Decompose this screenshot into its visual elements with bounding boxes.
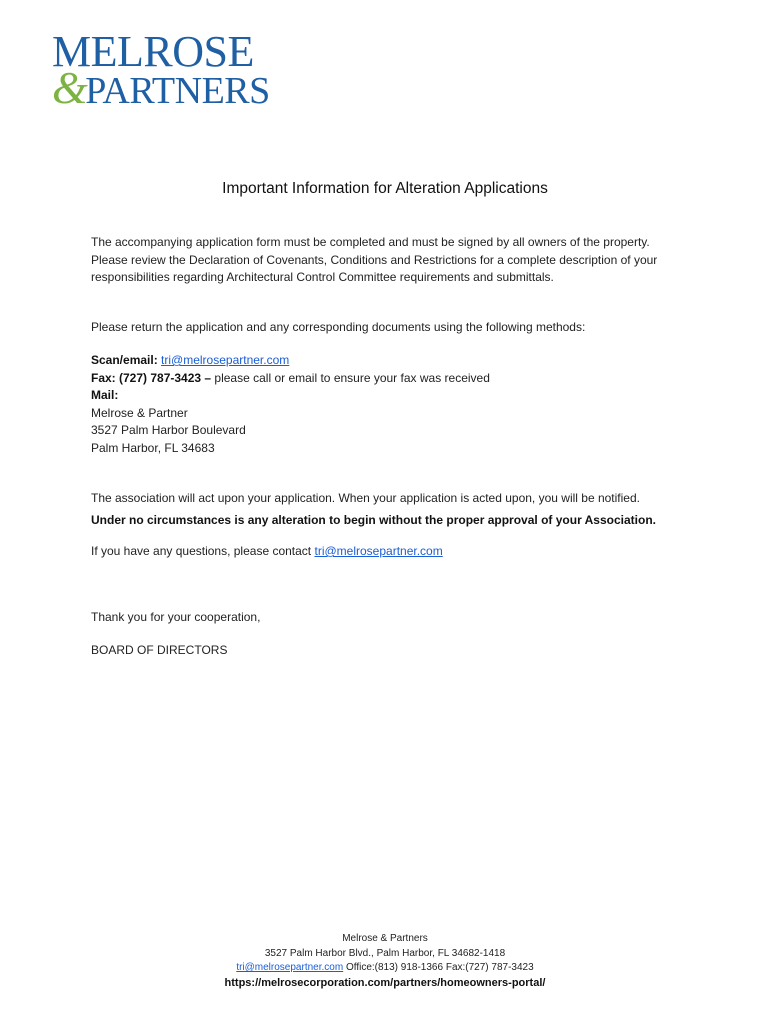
fax-note: please call or email to ensure your fax was received xyxy=(214,370,490,385)
fax-label: Fax: (727) 787-3423 – xyxy=(91,370,212,385)
mail-street: 3527 Palm Harbor Boulevard xyxy=(91,423,246,437)
closing-text: Thank you for your cooperation, xyxy=(91,610,261,624)
footer-phones: Office:(813) 918-1366 Fax:(727) 787-3423 xyxy=(345,962,534,973)
questions-email-link[interactable]: tri@melrosepartner.com xyxy=(314,544,443,558)
approval-warning: Under no circumstances is any alteration to begin without the proper approval of your Association. xyxy=(91,512,656,527)
footer-email-link[interactable]: tri@melrosepartner.com xyxy=(236,962,344,973)
association-note: The association will act upon your application. When your application is acted upon, you will be notified. xyxy=(91,491,640,505)
intro-line: responsibilities regarding Architectural Control Committee requirements and submittals. xyxy=(91,270,554,284)
logo-partners-word: PARTNERS xyxy=(85,70,270,112)
footer-url-link[interactable]: https://melrosecorporation.com/partners/homeowners-portal/ xyxy=(224,976,546,989)
intro-paragraph xyxy=(91,234,691,287)
return-methods-text: Please return the application and any corresponding documents using the following methods: xyxy=(91,320,586,334)
questions-line xyxy=(91,543,691,561)
logo-ampersand: & xyxy=(52,62,88,113)
page-footer xyxy=(0,932,770,990)
contact-methods xyxy=(91,352,691,457)
mail-name: Melrose & Partner xyxy=(91,405,188,420)
intro-line: Please review the Declaration of Covenants, Conditions and Restrictions for a complete description of your xyxy=(91,252,658,267)
scan-email-line xyxy=(91,352,691,370)
association-paragraph xyxy=(91,490,691,529)
questions-text: If you have any questions, please contact xyxy=(91,544,312,558)
signature-text: BOARD OF DIRECTORS xyxy=(91,643,228,657)
company-logo xyxy=(52,27,282,113)
mail-city: Palm Harbor, FL 34683 xyxy=(91,440,215,455)
logo-text-partners xyxy=(52,62,270,113)
intro-line: The accompanying application form must be completed and must be signed by all owners of the property. xyxy=(91,235,650,249)
fax-line xyxy=(91,370,691,388)
mail-label: Mail: xyxy=(91,388,119,402)
logo-text-melrose: MELROSE xyxy=(52,27,254,76)
footer-address: 3527 Palm Harbor Blvd., Palm Harbor, FL 34682-1418 xyxy=(264,947,506,959)
scan-email-label: Scan/email: xyxy=(91,353,158,367)
footer-contact-line xyxy=(0,961,770,976)
footer-company: Melrose & Partners xyxy=(342,933,428,944)
document-title: Important Information for Alteration Applications xyxy=(222,180,548,197)
scan-email-link[interactable]: tri@melrosepartner.com xyxy=(161,353,290,367)
